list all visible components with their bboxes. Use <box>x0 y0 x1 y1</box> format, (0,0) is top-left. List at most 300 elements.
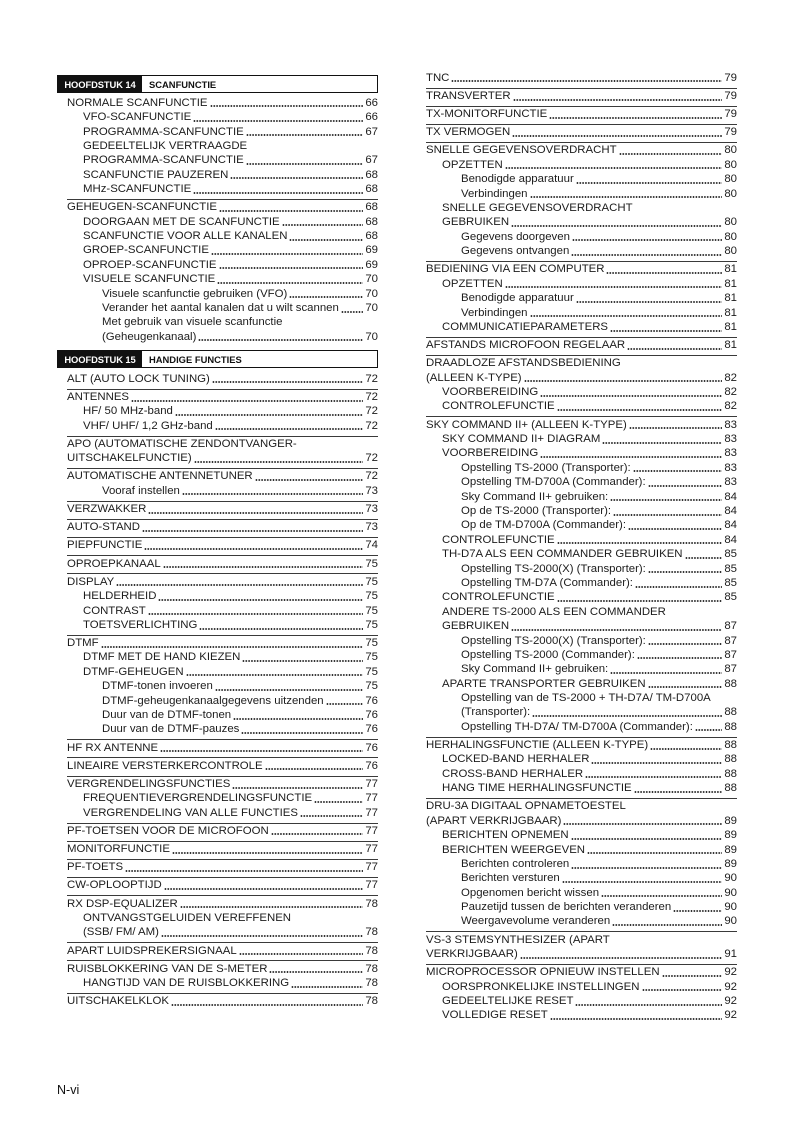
toc-entry <box>67 469 378 483</box>
toc-entry <box>426 461 737 475</box>
toc-entry <box>67 125 378 139</box>
toc-page-number: 78 <box>365 995 378 1008</box>
toc-entry-line <box>67 806 378 820</box>
toc-entry-line <box>67 96 378 110</box>
toc-entry-line <box>426 432 737 446</box>
toc-entry-text: VOORBEREIDING <box>442 447 539 460</box>
toc-entry <box>67 520 378 534</box>
toc-entry-text: VOORBEREIDING <box>442 386 539 399</box>
toc-entry-line <box>426 980 737 994</box>
toc-entry-text: COMMUNICATIEPARAMETERS <box>442 320 609 333</box>
dot-leader <box>606 262 722 276</box>
toc-entry-text: ALT (AUTO LOCK TUNING) <box>67 372 210 385</box>
toc-page-number: 88 <box>724 677 737 690</box>
toc-entry-text: TNC <box>426 71 450 84</box>
toc-entry-text: OORSPRONKELIJKE INSTELLINGEN <box>442 980 640 993</box>
toc-entry <box>67 372 378 386</box>
toc-page-number: 92 <box>724 980 737 993</box>
toc-entry-text: HANG TIME HERHALINGSFUNCTIE <box>442 782 632 795</box>
toc-entry <box>67 502 378 516</box>
toc-entry-line <box>426 814 737 828</box>
toc-group <box>67 993 378 1009</box>
toc-entry-line <box>67 759 378 773</box>
toc-entry-text: FREQUENTIEVERGRENDELINGSFUNCTIE <box>83 792 313 805</box>
dot-leader <box>648 634 722 648</box>
toc-page-number: 78 <box>365 944 378 957</box>
dot-leader <box>530 306 723 320</box>
dot-leader <box>125 860 363 874</box>
toc-entry-text: SKY COMMAND II+ DIAGRAM <box>442 433 601 446</box>
toc-entry-line <box>67 604 378 618</box>
toc-entry <box>426 143 737 157</box>
toc-entry <box>67 287 378 301</box>
dot-leader <box>613 504 722 518</box>
dot-leader <box>217 272 363 286</box>
toc-page-number: 75 <box>365 651 378 664</box>
toc-entry-line <box>67 451 378 465</box>
dot-leader <box>540 385 722 399</box>
toc-entry-line <box>426 947 737 961</box>
toc-entry <box>426 634 737 648</box>
toc-page-number: 88 <box>724 706 737 719</box>
toc-entry <box>67 110 378 124</box>
toc-page-number: 89 <box>724 857 737 870</box>
toc-entry-line <box>67 243 378 257</box>
toc-entry-line <box>426 662 737 676</box>
toc-page-number: 70 <box>365 287 378 300</box>
toc-entry-line <box>67 182 378 196</box>
toc-page-number: 79 <box>724 126 737 139</box>
dot-leader <box>219 200 363 214</box>
dot-leader <box>505 277 723 291</box>
toc-entry-line <box>426 201 737 215</box>
dot-leader <box>246 125 364 139</box>
toc-entry <box>67 679 378 693</box>
toc-entry <box>67 575 378 589</box>
toc-entry <box>426 277 737 291</box>
toc-entry-line <box>67 842 378 856</box>
dot-leader <box>219 258 364 272</box>
toc-page-number: 89 <box>724 829 737 842</box>
toc-entry-text: DTMF MET DE HAND KIEZEN <box>83 651 241 664</box>
toc-entry-text: NORMALE SCANFUNCTIE <box>67 96 208 109</box>
toc-entry-text: HF RX ANTENNE <box>67 741 159 754</box>
dot-leader <box>602 432 722 446</box>
toc-entry-text: Opstelling van de TS-2000 + TH-D7A/ TM-D700A <box>461 692 711 705</box>
toc-entry-line <box>67 618 378 632</box>
toc-entry <box>67 911 378 940</box>
toc-entry <box>67 759 378 773</box>
toc-entry-line <box>426 418 737 432</box>
toc-entry-text: Opstelling TS-2000(X) (Transporter): <box>461 562 646 575</box>
toc-entry-text: SNELLE GEGEVENSOVERDRACHT <box>442 202 633 215</box>
toc-group <box>426 798 737 929</box>
dot-leader <box>211 243 363 257</box>
toc-entry <box>426 781 737 795</box>
dot-leader <box>601 886 722 900</box>
toc-entry-line <box>426 399 737 413</box>
toc-entry <box>426 738 737 752</box>
toc-entry <box>426 547 737 561</box>
toc-entry-text: LOCKED-BAND HERHALER <box>442 753 590 766</box>
toc-entry <box>67 229 378 243</box>
dot-leader <box>520 947 723 961</box>
toc-entry-line <box>426 490 737 504</box>
toc-entry-text: GEBRUIKEN <box>442 620 510 633</box>
toc-entry-line <box>67 390 378 404</box>
toc-page-number: 68 <box>365 201 378 214</box>
toc-group <box>426 142 737 259</box>
dot-leader <box>673 900 722 914</box>
toc-entry-text: GEDEELTELIJK VERTRAAGDE <box>83 139 248 152</box>
dot-leader <box>629 418 723 432</box>
toc-page-number: 76 <box>365 723 378 736</box>
toc-entry-line <box>426 590 737 604</box>
chapter-14-entries <box>67 96 378 344</box>
toc-entry-text: Opstelling TM-D7A (Commander): <box>461 576 633 589</box>
toc-entry-text: HELDERHEID <box>83 590 157 603</box>
toc-entry <box>67 301 378 315</box>
toc-group <box>67 757 378 773</box>
dot-leader <box>171 994 363 1008</box>
toc-page-number: 75 <box>365 590 378 603</box>
dot-leader <box>612 914 722 928</box>
toc-group <box>67 501 378 517</box>
toc-entry-text: APO (AUTOMATISCHE ZENDONTVANGER- <box>67 437 297 450</box>
dot-leader <box>175 404 363 418</box>
toc-entry-line <box>67 962 378 976</box>
toc-entry-line <box>426 752 737 766</box>
toc-entry <box>67 806 378 820</box>
toc-group <box>67 199 378 344</box>
dot-leader <box>532 705 722 719</box>
toc-entry <box>426 605 737 634</box>
toc-entry-text: HERHALINGSFUNCTIE (ALLEEN K-TYPE) <box>426 739 649 752</box>
toc-entry <box>67 650 378 664</box>
toc-entry <box>426 590 737 604</box>
toc-page-number: 80 <box>724 187 737 200</box>
toc-entry-text: Op de TM-D700A (Commander): <box>461 519 627 532</box>
toc-page-number: 82 <box>724 400 737 413</box>
toc-entry <box>426 857 737 871</box>
toc-entry <box>67 791 378 805</box>
dot-leader <box>572 230 722 244</box>
toc-page-number: 68 <box>365 168 378 181</box>
dot-leader <box>637 648 722 662</box>
dot-leader <box>648 475 723 489</box>
toc-entry-text: OPZETTEN <box>442 158 503 171</box>
toc-entry <box>426 720 737 734</box>
toc-entry-text: TRANSVERTER <box>426 89 511 102</box>
dot-leader <box>199 618 363 632</box>
toc-entry-text: RUISBLOKKERING VAN DE S-METER <box>67 962 268 975</box>
dot-leader <box>571 828 723 842</box>
toc-entry-line <box>67 911 378 925</box>
toc-page-number: 87 <box>724 634 737 647</box>
dot-leader <box>282 215 364 229</box>
toc-entry-text: Sky Command II+ gebruiken: <box>461 663 609 676</box>
toc-entry-line <box>426 1008 737 1022</box>
toc-entry <box>426 533 737 547</box>
dot-leader <box>648 562 722 576</box>
dot-leader <box>635 576 722 590</box>
toc-page-number: 70 <box>365 330 378 343</box>
toc-entry-line <box>426 533 737 547</box>
dot-leader <box>591 752 722 766</box>
toc-group <box>426 106 737 122</box>
dot-leader <box>158 589 363 603</box>
toc-entry-text: BEDIENING VIA EEN COMPUTER <box>426 263 605 276</box>
toc-page-number: 83 <box>724 476 737 489</box>
toc-entry-text: PF-TOETS <box>67 861 124 874</box>
toc-entry <box>426 914 737 928</box>
dot-leader <box>540 446 722 460</box>
toc-entry-line <box>426 605 737 619</box>
toc-entry-text: ONTVANGSTGELUIDEN VEREFFENEN <box>83 911 292 924</box>
toc-page-number: 73 <box>365 484 378 497</box>
toc-entry-text: Berichten versturen <box>461 872 560 885</box>
toc-entry-text: UITSCHAKELKLOK <box>67 995 169 1008</box>
toc-entry-line <box>426 677 737 691</box>
toc-page-number: 88 <box>724 782 737 795</box>
toc-page-number: 76 <box>365 694 378 707</box>
toc-entry-text: VERGRENDELINGSFUNCTIES <box>67 777 231 790</box>
dot-leader <box>215 679 364 693</box>
toc-entry-line <box>67 125 378 139</box>
toc-page-number: 80 <box>724 173 737 186</box>
toc-entry <box>426 338 737 352</box>
toc-entry-line <box>67 557 378 571</box>
toc-entry-text: PROGRAMMA-SCANFUNCTIE <box>83 125 244 138</box>
toc-entry-text: (ALLEEN K-TYPE) <box>426 371 522 384</box>
dot-leader <box>182 484 363 498</box>
toc-entry <box>426 900 737 914</box>
dot-leader <box>575 994 722 1008</box>
toc-entry-text: (Geheugenkanaal) <box>102 330 197 343</box>
toc-page-number: 66 <box>365 96 378 109</box>
dot-leader <box>513 89 723 103</box>
toc-entry-line <box>426 356 737 370</box>
toc-entry <box>67 168 378 182</box>
toc-entry-text: DTMF <box>67 637 99 650</box>
toc-entry-line <box>67 110 378 124</box>
toc-entry <box>67 878 378 892</box>
toc-entry-line <box>426 338 737 352</box>
toc-entry <box>426 504 737 518</box>
toc-entry <box>426 980 737 994</box>
toc-entry-text: Opstelling TS-2000 (Transporter): <box>461 461 631 474</box>
dot-leader <box>291 976 363 990</box>
toc-page-number: 79 <box>724 89 737 102</box>
toc-entry-text: RX DSP-EQUALIZER <box>67 897 178 910</box>
dot-leader <box>314 791 363 805</box>
toc-entry <box>426 399 737 413</box>
dot-leader <box>239 944 364 958</box>
dot-leader <box>194 451 364 465</box>
chapter-14-title: SCANFUNCTIE <box>149 78 217 90</box>
dot-leader <box>193 182 363 196</box>
toc-entry-text: TX-MONITORFUNCTIE <box>426 108 548 121</box>
dot-leader <box>233 708 363 722</box>
toc-entry-text: MONITORFUNCTIE <box>67 843 170 856</box>
toc-entry-line <box>67 404 378 418</box>
toc-page-number: 72 <box>365 452 378 465</box>
toc-page-number: 74 <box>365 539 378 552</box>
dot-leader <box>230 168 363 182</box>
toc-entry-line <box>67 824 378 838</box>
dot-leader <box>255 469 364 483</box>
toc-page-number: 79 <box>724 108 737 121</box>
toc-entry-text: SCANFUNCTIE VOOR ALLE KANALEN <box>83 230 288 243</box>
dot-leader <box>619 143 723 157</box>
toc-entry-line <box>426 965 737 979</box>
dot-leader <box>511 619 722 633</box>
toc-page-number: 92 <box>724 1009 737 1022</box>
toc-entry-line <box>67 944 378 958</box>
toc-entry-text: DTMF-tonen invoeren <box>102 680 213 693</box>
toc-entry <box>67 258 378 272</box>
toc-entry <box>426 799 737 828</box>
toc-entry-line <box>426 720 737 734</box>
toc-entry-line <box>67 229 378 243</box>
toc-entry <box>67 962 378 976</box>
toc-page-number: 77 <box>365 777 378 790</box>
toc-entry-text: Pauzetijd tussen de berichten veranderen <box>461 901 672 914</box>
toc-entry <box>426 291 737 305</box>
toc-entry-text: VISUELE SCANFUNCTIE <box>83 273 216 286</box>
toc-entry <box>67 96 378 110</box>
toc-page-number: 88 <box>724 753 737 766</box>
toc-group <box>426 124 737 140</box>
toc-group <box>67 776 378 821</box>
toc-page-number: 81 <box>724 292 737 305</box>
toc-entry-line <box>67 722 378 736</box>
dot-leader <box>341 301 363 315</box>
toc-entry-text: Opstelling TH-D7A/ TM-D700A (Commander): <box>461 720 693 733</box>
toc-entry <box>67 897 378 911</box>
toc-entry-text: MHz-SCANFUNCTIE <box>83 183 192 196</box>
toc-page-number: 85 <box>724 562 737 575</box>
toc-group <box>426 71 737 85</box>
toc-entry-text: BERICHTEN OPNEMEN <box>442 829 569 842</box>
dot-leader <box>289 287 363 301</box>
toc-page-number: 80 <box>724 144 737 157</box>
page-number-footer: N-vi <box>57 1083 80 1097</box>
toc-entry-text: SNELLE GEGEVENSOVERDRACHT <box>426 144 617 157</box>
toc-entry-line <box>67 589 378 603</box>
toc-entry-text: VERKRIJGBAAR) <box>426 948 518 961</box>
dot-leader <box>232 777 363 791</box>
toc-entry-line <box>67 741 378 755</box>
dot-leader <box>246 153 364 167</box>
toc-entry <box>426 475 737 489</box>
toc-entry <box>426 201 737 230</box>
toc-group <box>67 519 378 535</box>
toc-entry-line <box>426 994 737 1008</box>
toc-entry <box>67 976 378 990</box>
toc-page-number: 90 <box>724 872 737 885</box>
toc-entry-line <box>67 679 378 693</box>
toc-entry-line <box>426 71 737 85</box>
toc-entry-line <box>426 767 737 781</box>
toc-page-number: 77 <box>365 792 378 805</box>
toc-entry-line <box>426 843 737 857</box>
toc-entry-text: (SSB/ FM/ AM) <box>83 926 159 939</box>
toc-entry <box>426 843 737 857</box>
toc-entry-line <box>426 933 737 947</box>
toc-group <box>67 389 378 434</box>
toc-entry-text: DTMF-GEHEUGEN <box>83 665 184 678</box>
toc-entry <box>426 677 737 691</box>
dot-leader <box>695 720 722 734</box>
toc-entry-text: VHF/ UHF/ 1,2 GHz-band <box>83 419 213 432</box>
toc-page-number: 81 <box>724 320 737 333</box>
toc-entry-line <box>67 575 378 589</box>
toc-entry-line <box>67 469 378 483</box>
toc-entry <box>67 665 378 679</box>
toc-group <box>67 635 378 737</box>
toc-entry-line <box>67 372 378 386</box>
toc-entry-line <box>426 107 737 121</box>
dot-leader <box>571 857 722 871</box>
toc-page-number: 83 <box>724 447 737 460</box>
dot-leader <box>164 878 364 892</box>
toc-entry-text: TH-D7A ALS EEN COMMANDER GEBRUIKEN <box>442 548 683 561</box>
dot-leader <box>131 390 363 404</box>
toc-group <box>67 573 378 632</box>
toc-entry <box>67 994 378 1008</box>
dot-leader <box>557 533 723 547</box>
toc-entry-line <box>67 315 378 329</box>
toc-entry-text: VOLLEDIGE RESET <box>442 1009 548 1022</box>
toc-entry-text: APARTE TRANSPORTER GEBRUIKEN <box>442 677 646 690</box>
toc-entry-line <box>426 371 737 385</box>
dot-leader <box>161 925 363 939</box>
toc-entry <box>426 767 737 781</box>
toc-group <box>426 964 737 1023</box>
toc-entry-text: Duur van de DTMF-pauzes <box>102 723 240 736</box>
toc-group <box>67 436 378 466</box>
toc-entry-line <box>67 484 378 498</box>
toc-entry-line <box>67 419 378 433</box>
toc-entry <box>426 871 737 885</box>
dot-leader <box>451 71 722 85</box>
toc-page-number: 81 <box>724 277 737 290</box>
dot-leader <box>144 538 363 552</box>
toc-page-number: 77 <box>365 861 378 874</box>
toc-entry-line <box>426 320 737 334</box>
toc-entry-line <box>426 576 737 590</box>
toc-page-number: 90 <box>724 886 737 899</box>
toc-entry-text: Opstelling TS-2000 (Commander): <box>461 648 635 661</box>
toc-entry-text: VS-3 STEMSYNTHESIZER (APART <box>426 933 610 946</box>
dot-leader <box>524 371 723 385</box>
toc-entry <box>426 933 737 962</box>
toc-entry <box>426 490 737 504</box>
toc-entry-text: ANTENNES <box>67 390 130 403</box>
dot-leader <box>576 172 723 186</box>
dot-leader <box>610 662 722 676</box>
toc-entry-text: Opstelling TS-2000(X) (Transporter): <box>461 634 646 647</box>
dot-leader <box>265 759 364 773</box>
dot-leader <box>627 338 722 352</box>
toc-entry-line <box>426 475 737 489</box>
chapter-15-title: HANDIGE FUNCTIES <box>149 353 242 365</box>
dot-leader <box>557 590 723 604</box>
toc-entry <box>67 139 378 168</box>
toc-page-number: 83 <box>724 433 737 446</box>
toc-entry <box>426 320 737 334</box>
